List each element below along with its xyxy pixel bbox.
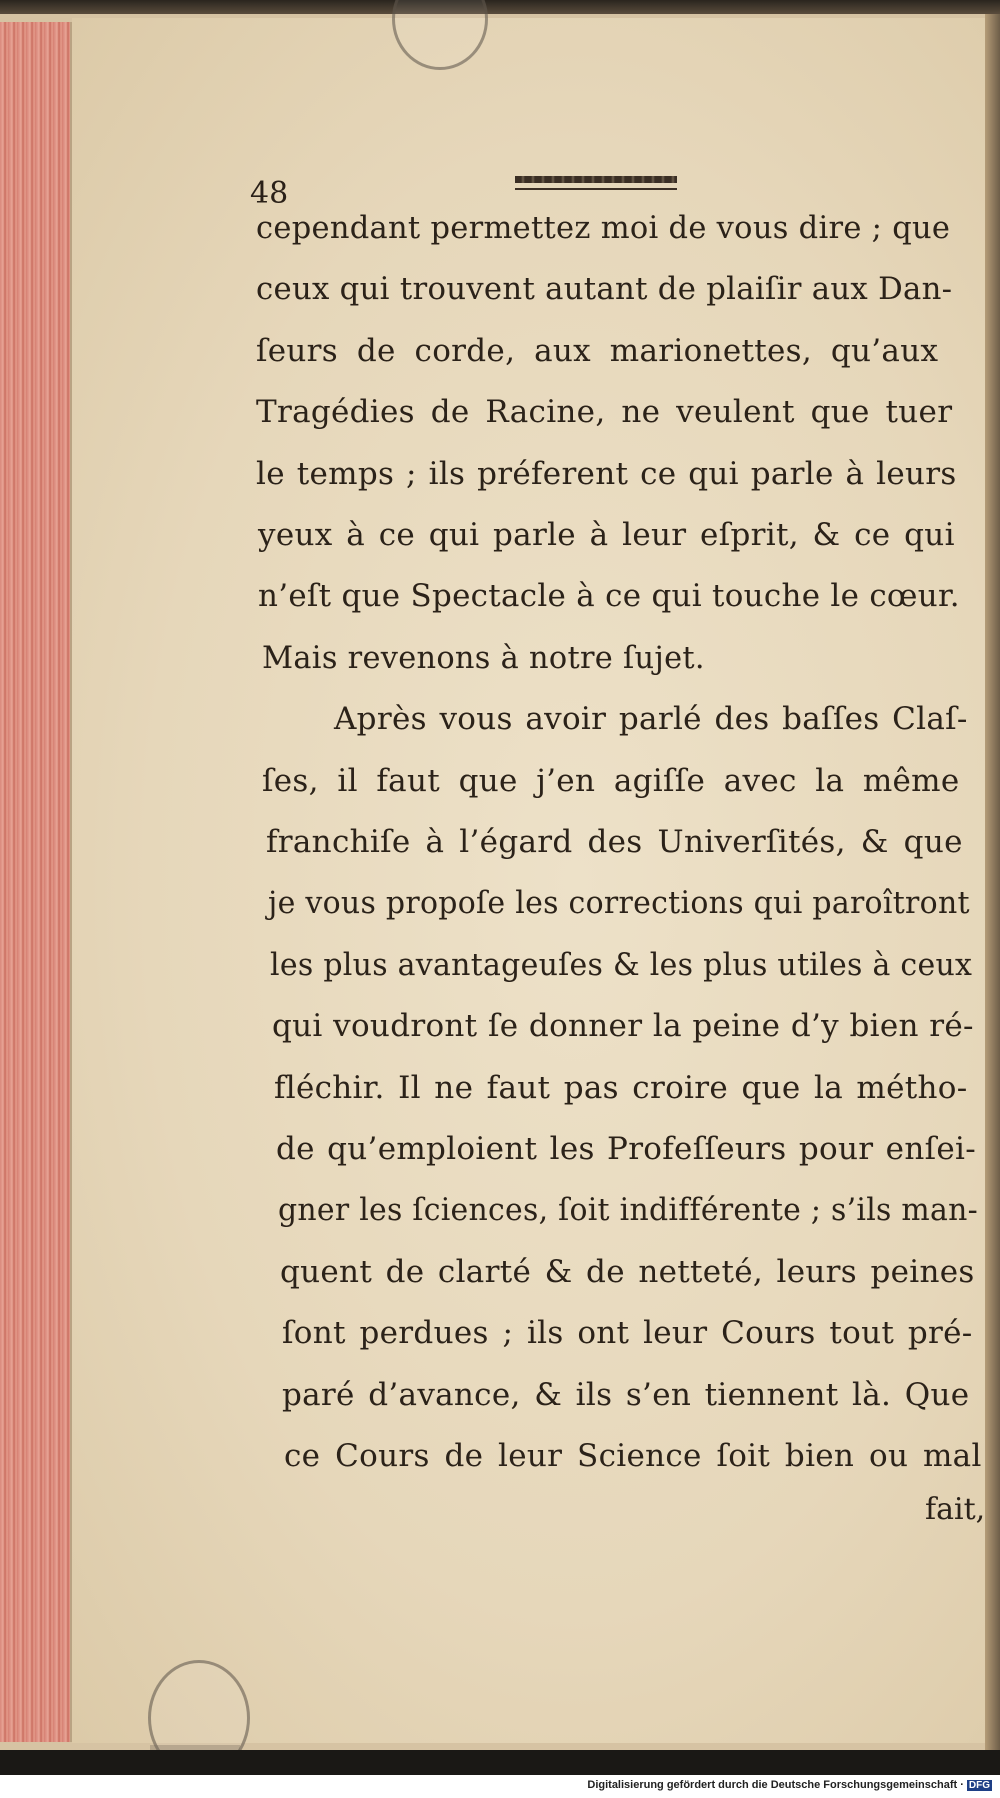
text-line: qui voudront ſe donner la peine d’y bien ré- — [272, 1008, 974, 1044]
digitization-credit — [587, 1779, 992, 1791]
page-edges — [0, 22, 73, 1742]
page-gutter-shadow — [985, 14, 1000, 1754]
page-number: 48 — [250, 176, 289, 211]
text-line: cependant permettez moi de vous dire ; que — [256, 210, 951, 246]
text-line: je vous propoſe les corrections qui paroîtront — [268, 885, 970, 921]
text-line: les plus avantageuſes & les plus utiles à ceux — [270, 947, 973, 983]
text-line: Après vous avoir parlé des baſſes Claſ- — [334, 701, 968, 737]
scanner-bottom-bar — [0, 1750, 1000, 1775]
catchword: fait, — [925, 1492, 986, 1527]
text-line: n’eſt que Spectacle à ce qui touche le cœur. — [258, 578, 960, 614]
text-line: ce Cours de leur Science ſoit bien ou mal — [284, 1438, 982, 1474]
text-line: quent de clarté & de netteté, leurs peines — [280, 1254, 975, 1290]
dfg-logo: DFG — [968, 1780, 990, 1791]
text-line: Mais revenons à notre ſujet. — [262, 640, 705, 676]
header-ornament — [515, 176, 677, 194]
top-edge — [0, 0, 1000, 14]
text-line: de qu’emploient les Profeſſeurs pour enſei- — [276, 1131, 976, 1167]
text-line: yeux à ce qui parle à leur eſprit, & ce qui — [258, 517, 955, 553]
ornament-band — [515, 176, 677, 183]
text-line: gner les ſciences, ſoit indifférente ; s’ils man- — [278, 1192, 978, 1228]
text-line: Tragédies de Racine, ne veulent que tuer — [256, 394, 953, 430]
text-line: le temps ; ils préferent ce qui parle à leurs — [256, 456, 957, 492]
ornament-rule — [515, 188, 677, 190]
text-line: ſeurs de corde, aux marionettes, qu’aux — [256, 333, 939, 369]
text-line: fléchir. Il ne faut pas croire que la métho- — [274, 1070, 968, 1106]
text-line: paré d’avance, & ils s’en tiennent là. Que — [282, 1377, 970, 1413]
text-line: franchiſe à l’égard des Univerſités, & que — [266, 824, 963, 860]
text-line: ſes, il faut que j’en agiſſe avec la même — [262, 763, 960, 799]
text-line: ſont perdues ; ils ont leur Cours tout pré- — [282, 1315, 973, 1351]
text-line: ceux qui trouvent autant de plaiſir aux Dan- — [256, 271, 953, 307]
credit-text: Digitalisierung gefördert durch die Deutsche Forschungsgemeinschaft · — [587, 1779, 964, 1791]
